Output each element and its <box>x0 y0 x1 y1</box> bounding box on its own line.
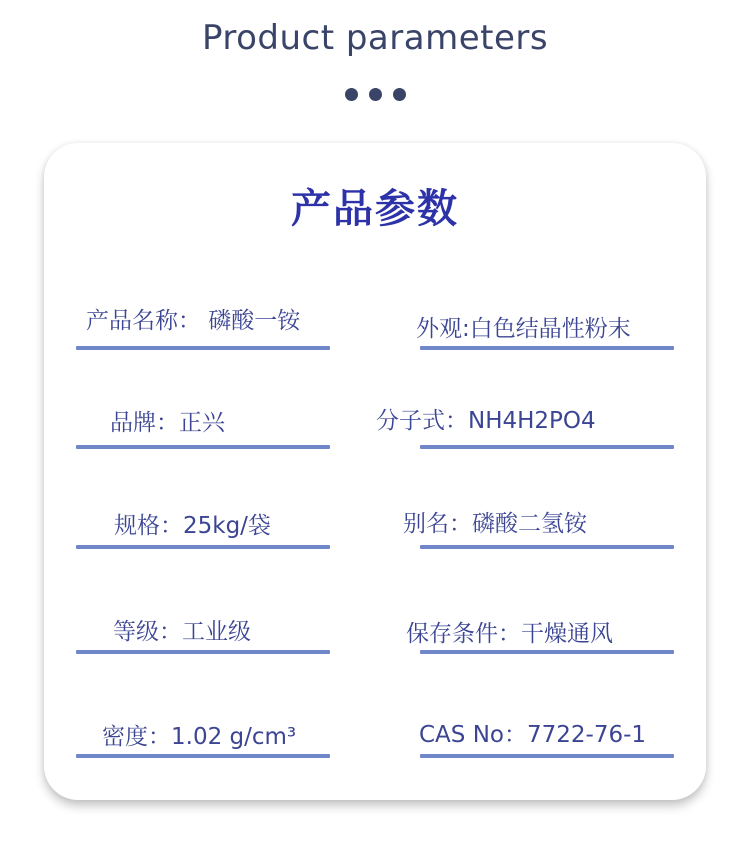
param-storage-text: 保存条件：干燥通风 <box>406 621 613 647</box>
param-appearance-text: 外观:白色结晶性粉末 <box>416 316 631 342</box>
param-underline <box>76 754 330 758</box>
decorative-dots <box>0 88 750 101</box>
param-underline <box>420 346 674 350</box>
param-product-name-text: 产品名称： 磷酸一铵 <box>86 308 301 334</box>
param-underline <box>420 754 674 758</box>
param-cas-text: CAS No：7722-76-1 <box>419 722 647 748</box>
param-underline <box>76 346 330 350</box>
param-underline <box>420 445 674 449</box>
card-title: 产品参数 <box>291 186 459 232</box>
param-density-text: 密度：1.02 g/cm³ <box>102 724 297 750</box>
dot-icon <box>369 88 382 101</box>
parameters-card <box>44 143 706 800</box>
param-underline <box>76 545 330 549</box>
param-underline <box>420 545 674 549</box>
section-heading: Product parameters <box>201 18 549 58</box>
param-brand-text: 品牌：正兴 <box>110 410 225 436</box>
param-formula-text: 分子式：NH4H2PO4 <box>376 408 596 434</box>
param-grade-text: 等级：工业级 <box>113 619 251 645</box>
param-alias-text: 别名：磷酸二氢铵 <box>403 511 587 537</box>
param-spec-text: 规格：25kg/袋 <box>114 513 271 539</box>
param-underline <box>76 650 330 654</box>
param-underline <box>76 445 330 449</box>
dot-icon <box>393 88 406 101</box>
param-underline <box>420 650 674 654</box>
dot-icon <box>345 88 358 101</box>
